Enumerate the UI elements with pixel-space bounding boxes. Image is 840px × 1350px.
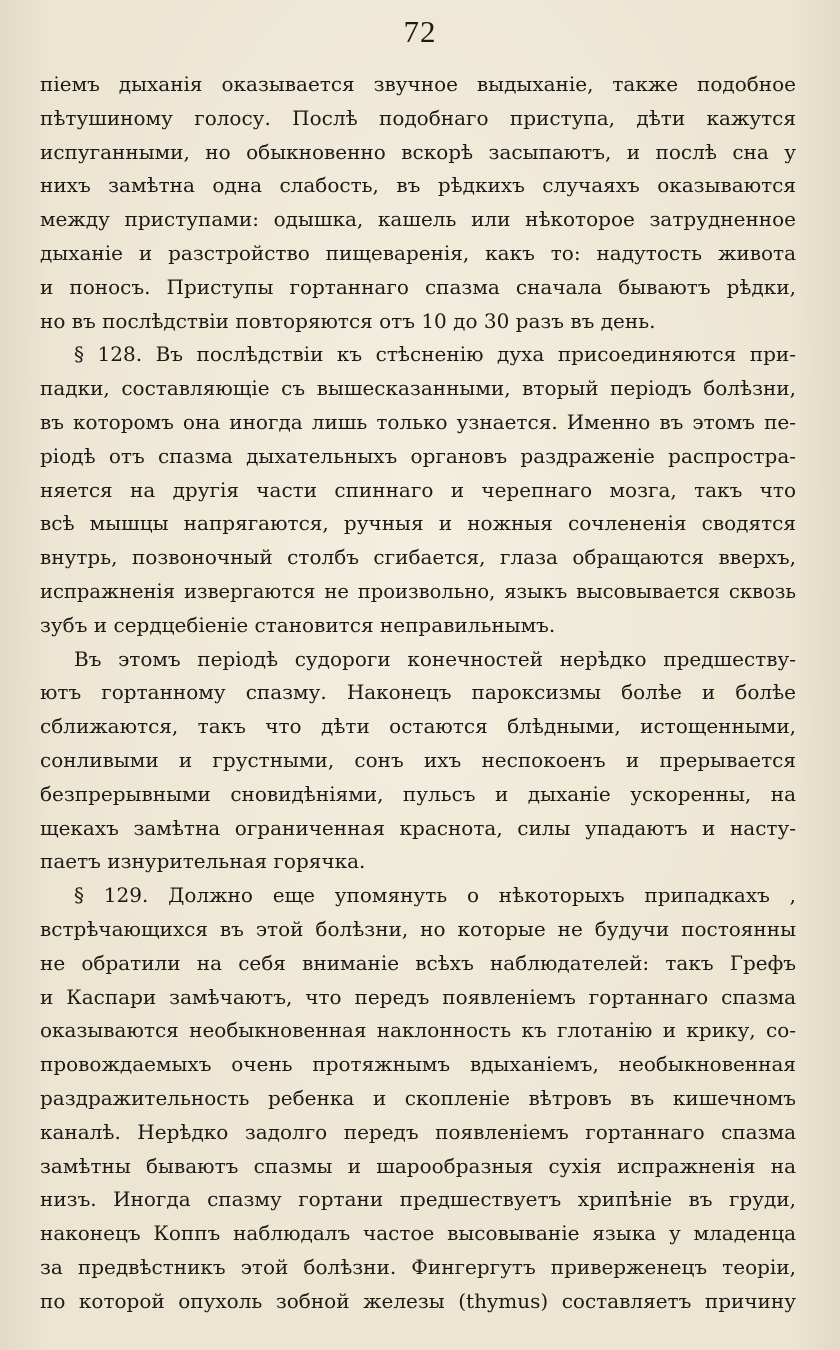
text-line: няется на другія части спиннаго и черепнаго мозга, такъ что: [40, 477, 796, 502]
text-line: сонливыми и грустными, сонъ ихъ неспокоенъ и прерывается: [40, 747, 796, 772]
text-line: оказываются необыкновенная наклонность къ глотанію и крику, со-: [40, 1018, 796, 1043]
text-line: каналѣ. Нерѣдко задолго передъ появленіемъ гортаннаго спазма: [40, 1119, 796, 1144]
text-line: въ которомъ она иногда лишь только узнается. Именно въ этомъ пе-: [40, 409, 796, 434]
text-line: пѣтушиному голосу. Послѣ подобнаго приступа, дѣти кажутся: [40, 105, 796, 130]
text-line: но въ послѣдствіи повторяются отъ 10 до 30 разъ въ день.: [40, 308, 656, 333]
text-line: § 128. Въ послѣдствіи къ стѣсненію духа присоединяются при-: [74, 342, 796, 367]
text-line: зубъ и сердцебіеніе становится неправильнымъ.: [40, 612, 556, 637]
text-line: и Каспари замѣчаютъ, что передъ появленіемъ гортаннаго спазма: [40, 984, 796, 1009]
text-line: дыханіе и разстройство пищеваренія, какъ то: надутость живота: [40, 240, 796, 265]
text-line: встрѣчающихся въ этой болѣзни, но которые не будучи постоянны: [40, 916, 796, 941]
text-line: не обратили на себя вниманіе всѣхъ наблюдателей: такъ Грефъ: [40, 950, 796, 975]
text-body: [40, 68, 796, 1318]
text-line: замѣтны бываютъ спазмы и шарообразныя сухія испражненія на: [40, 1153, 796, 1178]
text-line: сближаются, такъ что дѣти остаются блѣдными, истощенными,: [40, 714, 796, 739]
text-line: щекахъ замѣтна ограниченная краснота, силы упадаютъ и насту-: [40, 815, 796, 840]
text-line: § 129. Должно еще упомянуть о нѣкоторыхъ припадкахъ ,: [74, 883, 796, 908]
text-line: раздражительность ребенка и скопленіе вѣтровъ въ кишечномъ: [40, 1085, 796, 1110]
text-line: ютъ гортанному спазму. Наконецъ пароксизмы болѣе и болѣе: [40, 680, 796, 705]
text-line: между приступами: одышка, кашель или нѣкоторое затрудненное: [40, 207, 796, 232]
text-line: Въ этомъ періодѣ судороги конечностей нерѣдко предшеству-: [74, 646, 796, 671]
text-line: безпрерывными сновидѣніями, пульсъ и дыханіе ускоренны, на: [40, 781, 796, 806]
text-line: ріодѣ отъ спазма дыхательныхъ органовъ раздраженіе распростра-: [40, 443, 796, 468]
text-line: паетъ изнурительная горячка.: [40, 849, 366, 874]
text-line: наконецъ Коппъ наблюдалъ частое высовываніе языка у младенца: [40, 1221, 796, 1246]
text-line: по которой опухоль зобной железы (thymus) составляетъ причину: [40, 1288, 796, 1313]
text-line: за предвѣстникъ этой болѣзни. Фингергутъ приверженецъ теоріи,: [40, 1254, 796, 1279]
text-line: низъ. Иногда спазму гортани предшествуетъ хрипѣніе въ груди,: [40, 1187, 796, 1212]
text-line: провождаемыхъ очень протяжнымъ вдыханіемъ, необыкновенная: [40, 1052, 796, 1077]
text-line: и поносъ. Приступы гортаннаго спазма сначала бываютъ рѣдки,: [40, 274, 796, 299]
text-line: всѣ мышцы напрягаются, ручныя и ножныя сочлененія сводятся: [40, 511, 796, 536]
page-number: 72: [403, 14, 437, 49]
text-line: нихъ замѣтна одна слабость, въ рѣдкихъ случаяхъ оказываются: [40, 173, 796, 198]
text-line: испуганными, но обыкновенно вскорѣ засыпаютъ, и послѣ сна у: [40, 139, 796, 164]
text-line: внутрь, позвоночный столбъ сгибается, глаза обращаются вверхъ,: [40, 545, 796, 570]
text-line: піемъ дыханія оказывается звучное выдыханіе, также подобное: [40, 72, 796, 96]
text-line: испражненія извергаются не произвольно, языкъ высовывается сквозь: [40, 579, 796, 603]
text-line: падки, составляющіе съ вышесказанными, вторый періодъ болѣзни,: [40, 376, 796, 401]
